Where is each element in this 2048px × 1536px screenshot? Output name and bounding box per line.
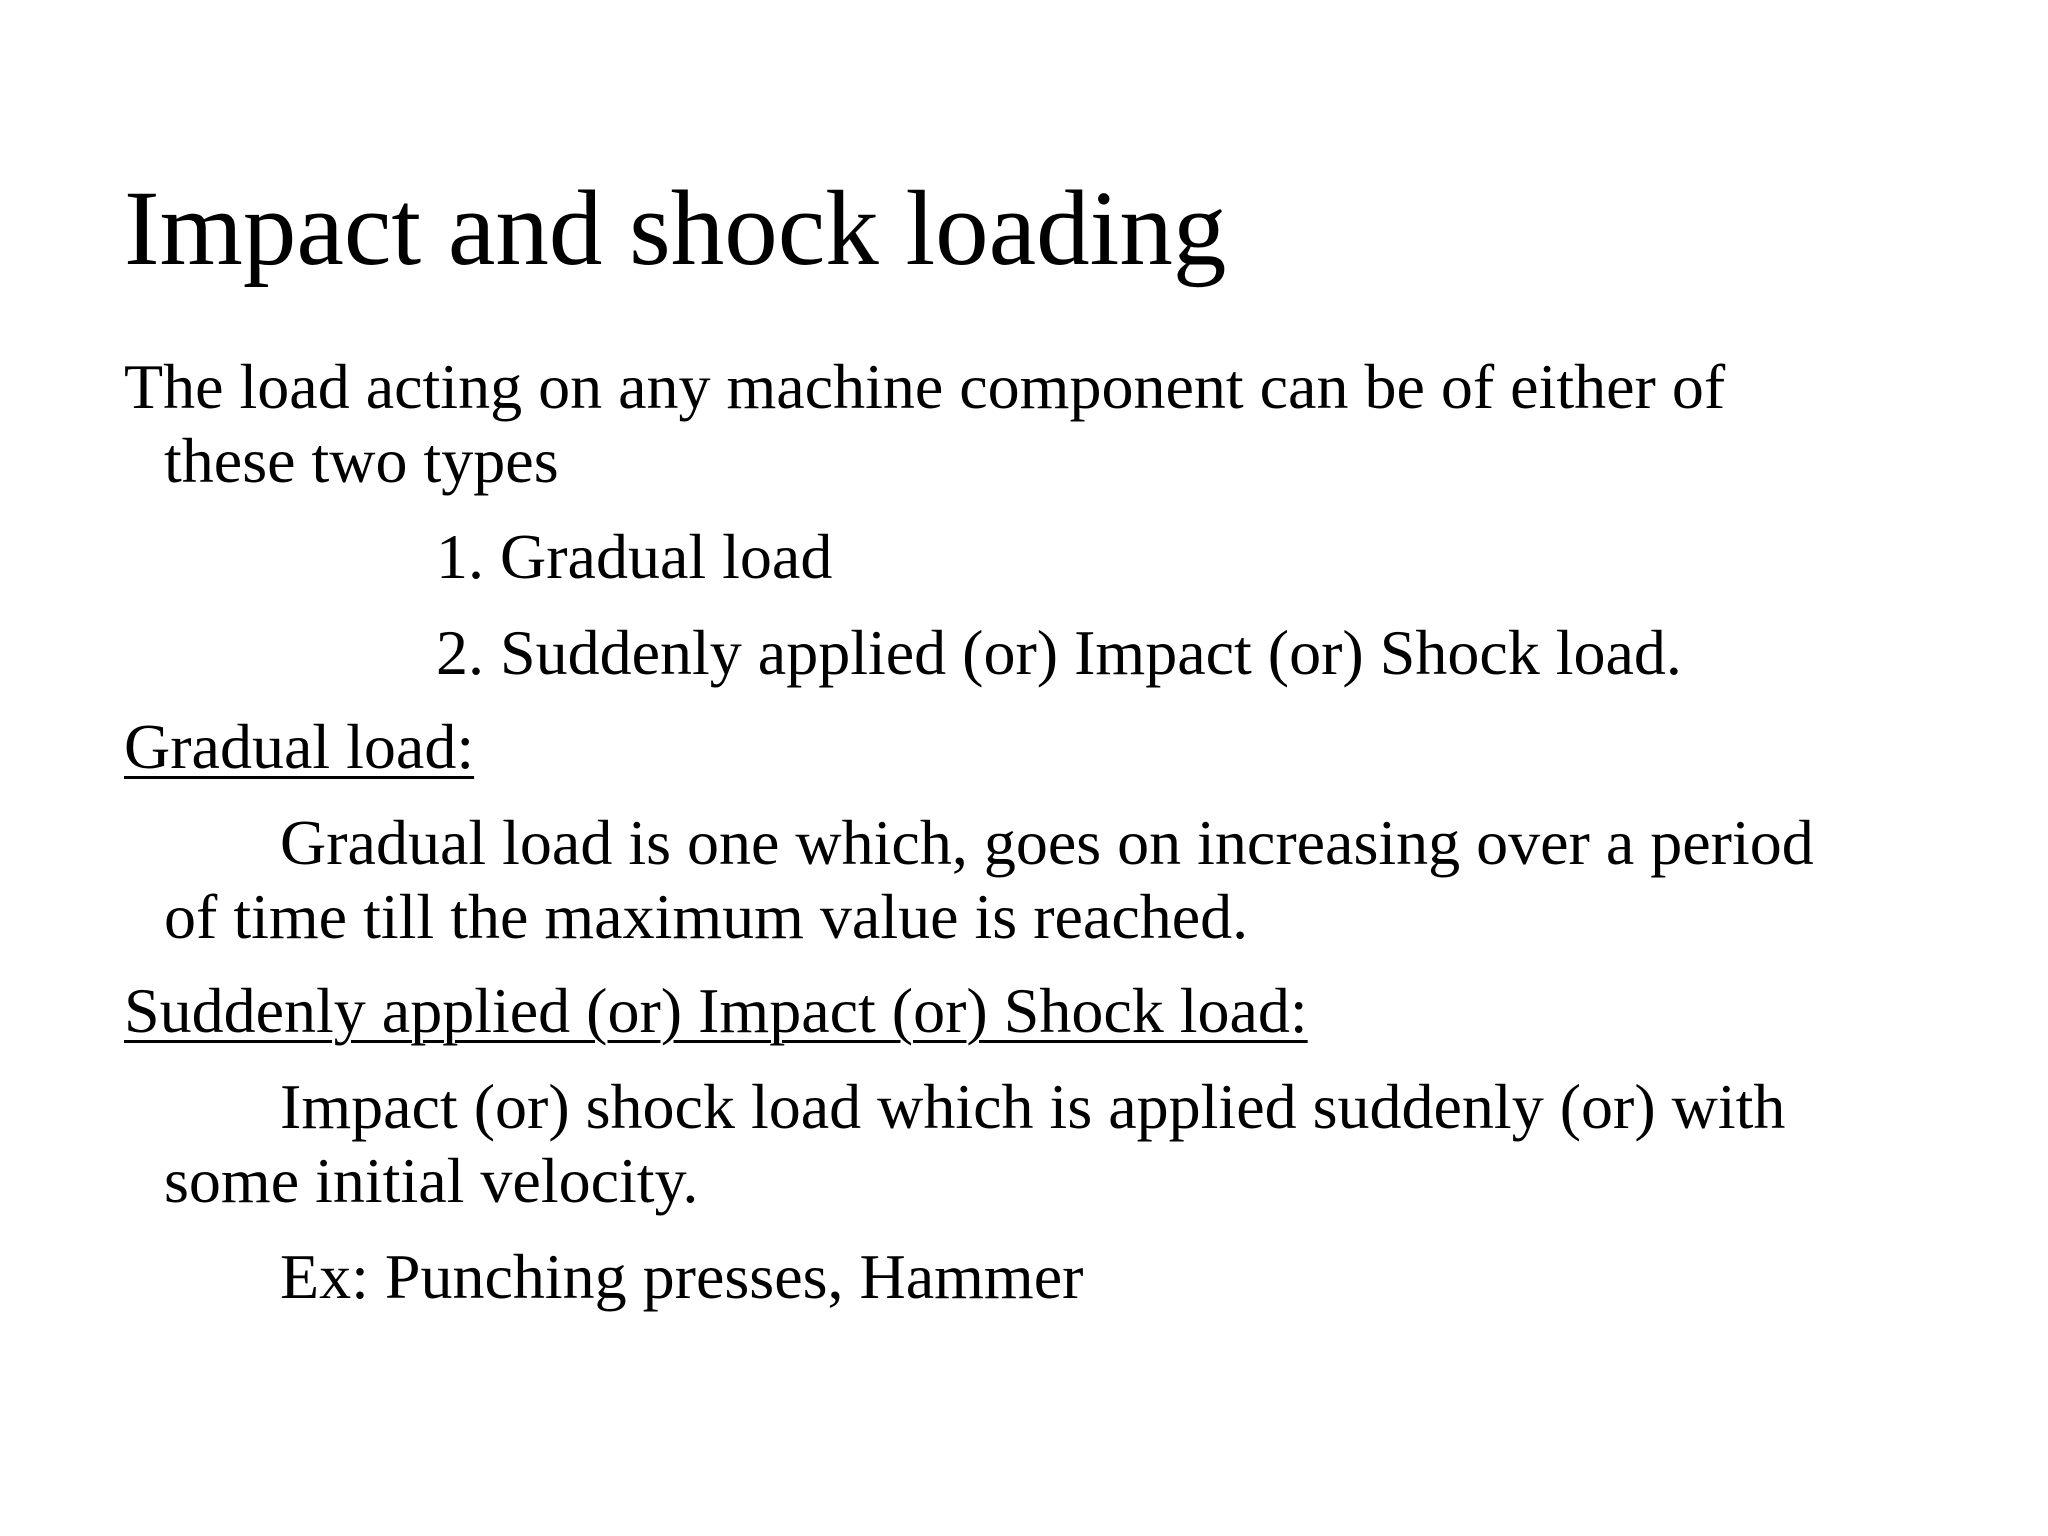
gradual-line-2: of time till the maximum value is reached. [164, 881, 1249, 952]
list-item-gradual: 1. Gradual load [436, 521, 833, 592]
intro-line-2: these two types [164, 425, 559, 496]
section-text-shock [124, 1070, 1964, 1218]
intro-line-1: The load acting on any machine component can be of either of [124, 351, 1726, 422]
shock-line-2: some initial velocity. [164, 1145, 699, 1216]
section-heading-shock: Suddenly applied (or) Impact (or) Shock load: [124, 975, 1308, 1046]
slide-title: Impact and shock loading [124, 170, 1227, 288]
gradual-line-1: Gradual load is one which, goes on increasing over a period [280, 807, 1814, 878]
slide-body [124, 350, 1964, 1314]
section-text-gradual [124, 806, 1964, 954]
example-text: Ex: Punching presses, Hammer [280, 1241, 1084, 1312]
shock-line-1: Impact (or) shock load which is applied suddenly (or) with [280, 1071, 1786, 1142]
section-heading-gradual: Gradual load: [124, 711, 475, 782]
intro-paragraph [124, 350, 1964, 498]
list-item-shock: 2. Suddenly applied (or) Impact (or) Shock load. [436, 617, 1682, 688]
